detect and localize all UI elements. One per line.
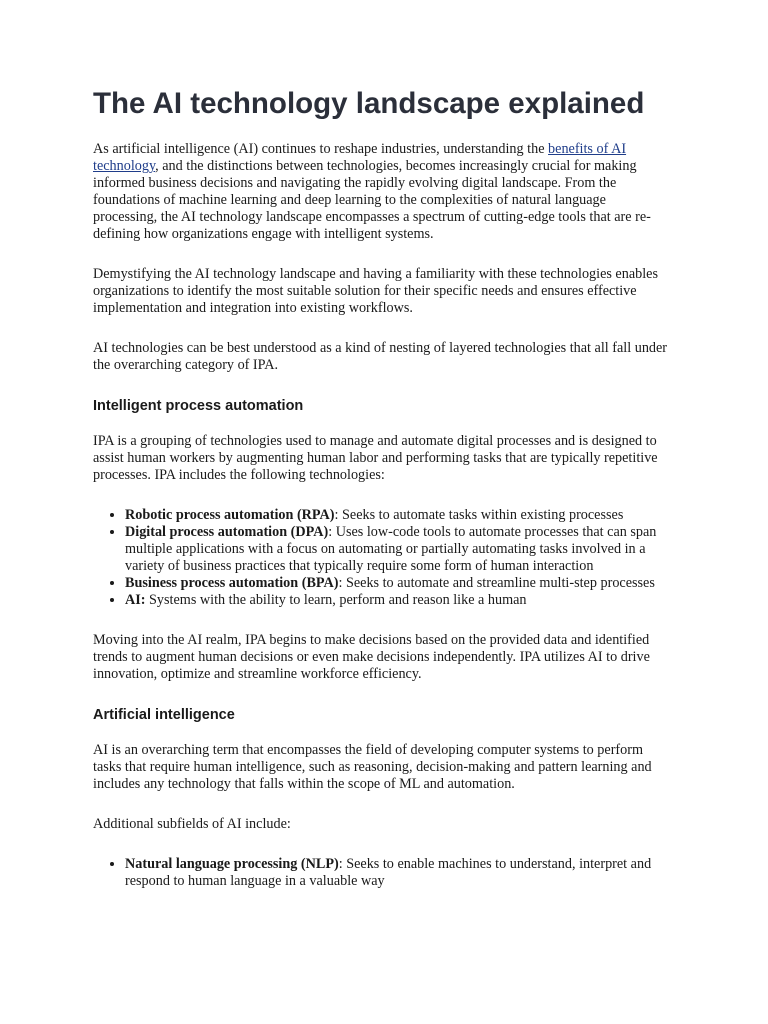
intro-text-before-link: As artificial intelligence (AI) continues to reshape industries, understanding the xyxy=(93,141,549,157)
subfields-intro-paragraph: Additional subfields of AI include: xyxy=(93,816,291,832)
list-item-dpa xyxy=(125,524,673,575)
list-item-rpa xyxy=(125,507,673,524)
page-title: The AI technology landscape explained xyxy=(93,87,645,120)
demystifying-paragraph: Demystifying the AI technology landscape and having a familiarity with these technologies enables organizations to identify the most suitable solution for their specific needs and ensures effective implementation and integration into existing workflows. xyxy=(93,266,658,316)
ipa-closing-paragraph: Moving into the AI realm, IPA begins to make decisions based on the provided data and identified trends to augment human decisions or even make decisions independently. IPA utilizes AI to drive innovation, optimize and streamline workforce efficiency. xyxy=(93,632,650,682)
list-item-description: : Seeks to automate and streamline multi-step processes xyxy=(338,575,655,591)
list-item-nlp xyxy=(125,856,673,890)
ai-intro-paragraph: AI is an overarching term that encompasses the field of developing computer systems to perform tasks that require human intelligence, such as reasoning, decision-making and pattern learning and includes any technology that falls within the scope of ML and automation. xyxy=(93,742,652,792)
nesting-paragraph: AI technologies can be best understood as a kind of nesting of layered technologies that all fall under the overarching category of IPA. xyxy=(93,340,668,373)
ipa-heading: Intelligent process automation xyxy=(93,398,304,414)
intro-paragraph xyxy=(93,141,673,243)
benefits-of-ai-link[interactable]: benefits of AI technology xyxy=(93,141,627,174)
article xyxy=(93,86,673,913)
list-item-term: Natural language processing (NLP) xyxy=(125,856,339,872)
list-item-description: : Uses low-code tools to automate processes that can span multiple applications with a focus on automating or partially automating tasks involved in a variety of business practices that typically require some form of human interaction xyxy=(125,524,657,574)
intro-text-after-link: , and the distinctions between technologies, becomes increasingly crucial for making informed business decisions and navigating the rapidly evolving digital landscape. From the foundations of machine learning and deep learning to the complexities of natural language processing, the AI technology landscape encompasses a spectrum of cutting-edge tools that are re-defining how organizations engage with intelligent systems. xyxy=(93,158,651,242)
list-item-description: : Seeks to automate tasks within existing processes xyxy=(334,507,624,523)
list-item-term: Digital process automation (DPA) xyxy=(125,524,329,540)
list-item-description: : Seeks to enable machines to understand, interpret and respond to human language in a valuable way xyxy=(125,856,652,889)
ipa-intro-paragraph: IPA is a grouping of technologies used to manage and automate digital processes and is designed to assist human workers by augmenting human labor and performing tasks that are typically repetitive processes. IPA includes the following technologies: xyxy=(93,433,658,483)
list-item-term: Robotic process automation (RPA) xyxy=(125,507,335,523)
ipa-technologies-list xyxy=(93,507,673,609)
list-item-bpa xyxy=(125,575,673,592)
list-item-term: Business process automation (BPA) xyxy=(125,575,339,591)
list-item-description: Systems with the ability to learn, perform and reason like a human xyxy=(145,592,527,608)
list-item-ai xyxy=(125,592,673,609)
list-item-term: AI: xyxy=(125,592,146,608)
ai-heading: Artificial intelligence xyxy=(93,707,235,723)
ai-subfields-list xyxy=(93,856,673,890)
